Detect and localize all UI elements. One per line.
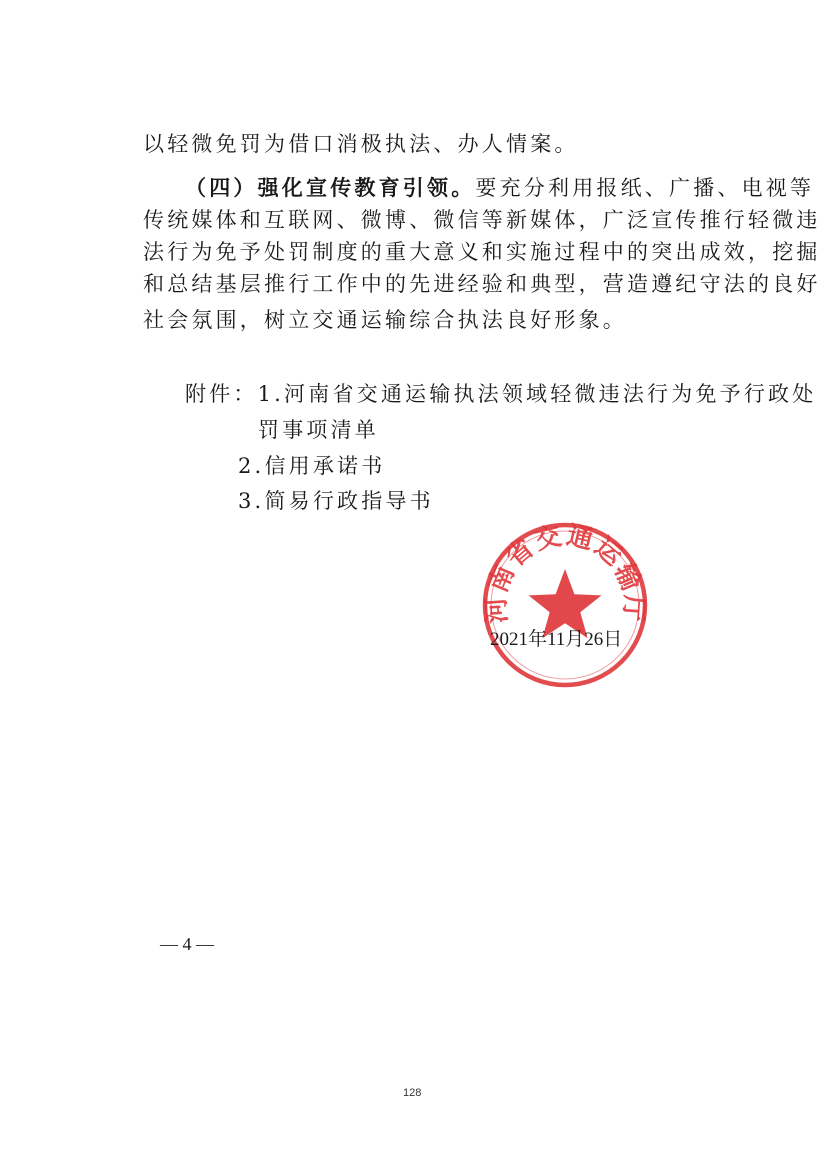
attachment-item-1-num: 1.: [257, 382, 285, 406]
attachment-item-1-line-2: 罚事项清单: [258, 418, 379, 442]
body-line-5: 和总结基层推行工作中的先进经验和典型，营造遵纪守法的良好: [143, 272, 821, 296]
page-footer-number: — 4 —: [160, 934, 214, 954]
attachment-label: 附件：: [185, 382, 258, 406]
body-line-6: 社会氛围，树立交通运输综合执法良好形象。: [143, 308, 627, 332]
scan-page-number: 128: [403, 1087, 422, 1099]
attachment-item-2-num: 2.: [238, 454, 265, 478]
attachment-item-2-text: 信用承诺书: [264, 454, 386, 478]
document-date: 2021年11月26日: [490, 629, 623, 650]
official-seal: [480, 520, 650, 690]
seal-text: 河南省交通运输厅: [481, 520, 649, 625]
section-heading-4: （四）强化宣传教育引领。: [185, 175, 476, 200]
attachment-line-1: [185, 378, 816, 408]
body-line-3: 传统媒体和互联网、微博、微信等新媒体，广泛宣传推行轻微违: [143, 208, 821, 232]
body-line-2-text: 要充分利用报纸、广播、电视等: [475, 176, 815, 200]
body-line-1: 以轻微免罚为借口消极执法、办人情案。: [143, 132, 579, 156]
attachment-item-3-num: 3.: [238, 489, 265, 513]
attachment-item-1-text: 河南省交通运输执法领域轻微违法行为免予行政处: [284, 382, 817, 406]
body-line-2: [185, 172, 814, 202]
attachment-item-2: [238, 450, 385, 480]
body-line-4: 法行为免予处罚制度的重大意义和实施过程中的突出成效，挖掘: [143, 240, 821, 264]
attachment-item-3-text: 简易行政指导书: [264, 489, 434, 513]
attachment-item-3: [238, 485, 434, 515]
